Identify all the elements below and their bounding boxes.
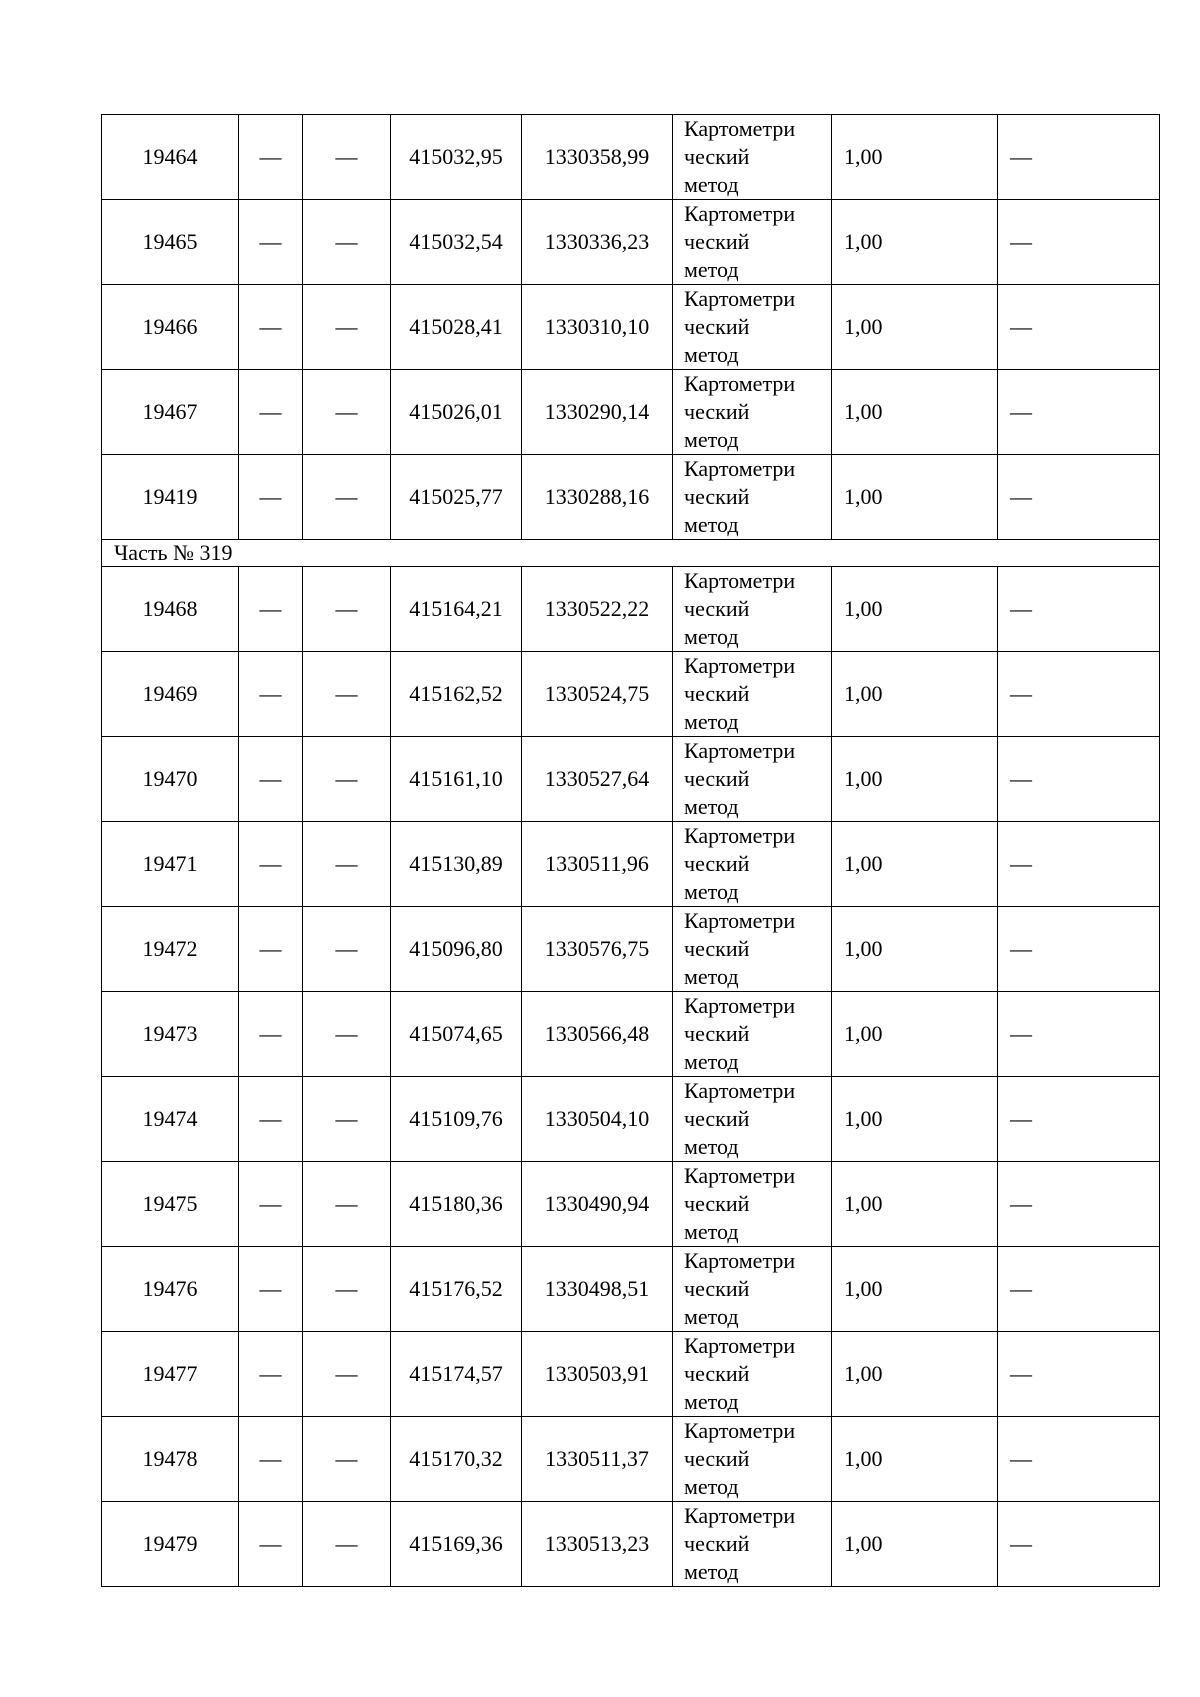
empty-dash-cell: — bbox=[303, 1417, 391, 1502]
part-header-row bbox=[102, 540, 1160, 567]
note-dash-cell: — bbox=[998, 1162, 1160, 1247]
method-text-line: ческий bbox=[684, 399, 750, 424]
method-cell bbox=[673, 567, 832, 652]
y-coordinate-cell: 1330511,96 bbox=[522, 822, 673, 907]
method-text-line: ческий bbox=[684, 229, 750, 254]
method-text-line: ческий bbox=[684, 936, 750, 961]
point-number-cell: 19419 bbox=[102, 455, 239, 540]
x-coordinate-cell: 415028,41 bbox=[391, 285, 522, 370]
x-coordinate-cell: 415162,52 bbox=[391, 652, 522, 737]
empty-dash-cell: — bbox=[303, 1247, 391, 1332]
point-number-cell: 19466 bbox=[102, 285, 239, 370]
empty-dash-cell: — bbox=[239, 992, 303, 1077]
method-cell bbox=[673, 1417, 832, 1502]
method-text-line: метод bbox=[684, 624, 739, 649]
method-text-line: метод bbox=[684, 709, 739, 734]
method-text-line: Картометри bbox=[684, 653, 796, 678]
table-row bbox=[102, 737, 1160, 822]
method-text-line: метод bbox=[684, 964, 739, 989]
empty-dash-cell: — bbox=[239, 1502, 303, 1587]
y-coordinate-cell: 1330310,10 bbox=[522, 285, 673, 370]
method-text-line: Картометри bbox=[684, 823, 796, 848]
precision-cell: 1,00 bbox=[832, 652, 998, 737]
empty-dash-cell: — bbox=[239, 1247, 303, 1332]
empty-dash-cell: — bbox=[303, 1162, 391, 1247]
y-coordinate-cell: 1330576,75 bbox=[522, 907, 673, 992]
point-number-cell: 19467 bbox=[102, 370, 239, 455]
method-cell bbox=[673, 992, 832, 1077]
table-row bbox=[102, 567, 1160, 652]
point-number-cell: 19465 bbox=[102, 200, 239, 285]
y-coordinate-cell: 1330288,16 bbox=[522, 455, 673, 540]
y-coordinate-cell: 1330513,23 bbox=[522, 1502, 673, 1587]
precision-cell: 1,00 bbox=[832, 1077, 998, 1162]
table-row bbox=[102, 200, 1160, 285]
empty-dash-cell: — bbox=[303, 1502, 391, 1587]
method-cell bbox=[673, 652, 832, 737]
table-row bbox=[102, 1332, 1160, 1417]
table-row bbox=[102, 1077, 1160, 1162]
precision-cell: 1,00 bbox=[832, 737, 998, 822]
point-number-cell: 19470 bbox=[102, 737, 239, 822]
point-number-cell: 19478 bbox=[102, 1417, 239, 1502]
precision-cell: 1,00 bbox=[832, 455, 998, 540]
method-text-line: Картометри bbox=[684, 568, 796, 593]
method-text-line: метод bbox=[684, 1474, 739, 1499]
empty-dash-cell: — bbox=[239, 1332, 303, 1417]
method-cell bbox=[673, 1332, 832, 1417]
y-coordinate-cell: 1330566,48 bbox=[522, 992, 673, 1077]
empty-dash-cell: — bbox=[239, 200, 303, 285]
precision-cell: 1,00 bbox=[832, 992, 998, 1077]
precision-cell: 1,00 bbox=[832, 1332, 998, 1417]
y-coordinate-cell: 1330503,91 bbox=[522, 1332, 673, 1417]
empty-dash-cell: — bbox=[239, 285, 303, 370]
table-row bbox=[102, 455, 1160, 540]
method-text-line: Картометри bbox=[684, 456, 796, 481]
method-text-line: метод bbox=[684, 1559, 739, 1584]
precision-cell: 1,00 bbox=[832, 567, 998, 652]
method-cell bbox=[673, 285, 832, 370]
method-text-line: Картометри bbox=[684, 1418, 796, 1443]
table-row bbox=[102, 1417, 1160, 1502]
method-cell bbox=[673, 455, 832, 540]
x-coordinate-cell: 415170,32 bbox=[391, 1417, 522, 1502]
empty-dash-cell: — bbox=[303, 737, 391, 822]
method-text-line: метод bbox=[684, 879, 739, 904]
empty-dash-cell: — bbox=[239, 1417, 303, 1502]
empty-dash-cell: — bbox=[303, 1077, 391, 1162]
table-row bbox=[102, 907, 1160, 992]
method-text-line: метод bbox=[684, 257, 739, 282]
note-dash-cell: — bbox=[998, 115, 1160, 200]
method-text-line: метод bbox=[684, 427, 739, 452]
empty-dash-cell: — bbox=[303, 992, 391, 1077]
method-cell bbox=[673, 907, 832, 992]
note-dash-cell: — bbox=[998, 737, 1160, 822]
note-dash-cell: — bbox=[998, 822, 1160, 907]
point-number-cell: 19464 bbox=[102, 115, 239, 200]
empty-dash-cell: — bbox=[303, 1332, 391, 1417]
table-row bbox=[102, 1162, 1160, 1247]
method-text-line: ческий bbox=[684, 484, 750, 509]
point-number-cell: 19479 bbox=[102, 1502, 239, 1587]
empty-dash-cell: — bbox=[303, 455, 391, 540]
method-text-line: Картометри bbox=[684, 1248, 796, 1273]
note-dash-cell: — bbox=[998, 992, 1160, 1077]
empty-dash-cell: — bbox=[239, 1162, 303, 1247]
empty-dash-cell: — bbox=[239, 822, 303, 907]
empty-dash-cell: — bbox=[303, 370, 391, 455]
x-coordinate-cell: 415130,89 bbox=[391, 822, 522, 907]
method-cell bbox=[673, 737, 832, 822]
method-text-line: Картометри bbox=[684, 993, 796, 1018]
method-text-line: метод bbox=[684, 342, 739, 367]
precision-cell: 1,00 bbox=[832, 1247, 998, 1332]
method-text-line: метод bbox=[684, 1389, 739, 1414]
table-row bbox=[102, 1247, 1160, 1332]
y-coordinate-cell: 1330504,10 bbox=[522, 1077, 673, 1162]
method-text-line: ческий bbox=[684, 314, 750, 339]
x-coordinate-cell: 415032,95 bbox=[391, 115, 522, 200]
note-dash-cell: — bbox=[998, 907, 1160, 992]
method-cell bbox=[673, 115, 832, 200]
method-text-line: ческий bbox=[684, 766, 750, 791]
method-text-line: метод bbox=[684, 172, 739, 197]
x-coordinate-cell: 415164,21 bbox=[391, 567, 522, 652]
note-dash-cell: — bbox=[998, 1502, 1160, 1587]
method-text-line: ческий bbox=[684, 1531, 750, 1556]
method-text-line: Картометри bbox=[684, 371, 796, 396]
method-text-line: Картометри bbox=[684, 738, 796, 763]
empty-dash-cell: — bbox=[239, 567, 303, 652]
part-label: Часть № 319 bbox=[102, 540, 1160, 567]
empty-dash-cell: — bbox=[303, 652, 391, 737]
y-coordinate-cell: 1330522,22 bbox=[522, 567, 673, 652]
method-cell bbox=[673, 200, 832, 285]
empty-dash-cell: — bbox=[303, 907, 391, 992]
method-text-line: метод bbox=[684, 794, 739, 819]
x-coordinate-cell: 415074,65 bbox=[391, 992, 522, 1077]
note-dash-cell: — bbox=[998, 370, 1160, 455]
point-number-cell: 19474 bbox=[102, 1077, 239, 1162]
precision-cell: 1,00 bbox=[832, 1162, 998, 1247]
method-cell bbox=[673, 1502, 832, 1587]
y-coordinate-cell: 1330358,99 bbox=[522, 115, 673, 200]
point-number-cell: 19469 bbox=[102, 652, 239, 737]
method-text-line: ческий bbox=[684, 681, 750, 706]
note-dash-cell: — bbox=[998, 200, 1160, 285]
x-coordinate-cell: 415174,57 bbox=[391, 1332, 522, 1417]
empty-dash-cell: — bbox=[239, 370, 303, 455]
x-coordinate-cell: 415180,36 bbox=[391, 1162, 522, 1247]
precision-cell: 1,00 bbox=[832, 285, 998, 370]
method-cell bbox=[673, 822, 832, 907]
table-row bbox=[102, 285, 1160, 370]
table-row bbox=[102, 652, 1160, 737]
empty-dash-cell: — bbox=[239, 737, 303, 822]
method-text-line: ческий bbox=[684, 1276, 750, 1301]
method-text-line: метод bbox=[684, 1304, 739, 1329]
empty-dash-cell: — bbox=[303, 285, 391, 370]
precision-cell: 1,00 bbox=[832, 907, 998, 992]
method-text-line: Картометри bbox=[684, 908, 796, 933]
method-cell bbox=[673, 1077, 832, 1162]
method-text-line: ческий bbox=[684, 851, 750, 876]
method-cell bbox=[673, 370, 832, 455]
empty-dash-cell: — bbox=[239, 115, 303, 200]
table-row bbox=[102, 370, 1160, 455]
y-coordinate-cell: 1330527,64 bbox=[522, 737, 673, 822]
note-dash-cell: — bbox=[998, 1417, 1160, 1502]
x-coordinate-cell: 415109,76 bbox=[391, 1077, 522, 1162]
table-row bbox=[102, 115, 1160, 200]
note-dash-cell: — bbox=[998, 455, 1160, 540]
method-text-line: Картометри bbox=[684, 201, 796, 226]
x-coordinate-cell: 415096,80 bbox=[391, 907, 522, 992]
note-dash-cell: — bbox=[998, 285, 1160, 370]
method-text-line: метод bbox=[684, 1049, 739, 1074]
method-text-line: Картометри bbox=[684, 1503, 796, 1528]
y-coordinate-cell: 1330498,51 bbox=[522, 1247, 673, 1332]
y-coordinate-cell: 1330490,94 bbox=[522, 1162, 673, 1247]
table-row bbox=[102, 992, 1160, 1077]
point-number-cell: 19471 bbox=[102, 822, 239, 907]
note-dash-cell: — bbox=[998, 567, 1160, 652]
coordinates-table bbox=[101, 114, 1160, 1587]
method-text-line: Картометри bbox=[684, 1078, 796, 1103]
y-coordinate-cell: 1330290,14 bbox=[522, 370, 673, 455]
method-text-line: ческий bbox=[684, 1361, 750, 1386]
precision-cell: 1,00 bbox=[832, 115, 998, 200]
empty-dash-cell: — bbox=[239, 1077, 303, 1162]
point-number-cell: 19477 bbox=[102, 1332, 239, 1417]
method-text-line: Картометри bbox=[684, 1333, 796, 1358]
y-coordinate-cell: 1330524,75 bbox=[522, 652, 673, 737]
method-cell bbox=[673, 1247, 832, 1332]
x-coordinate-cell: 415025,77 bbox=[391, 455, 522, 540]
x-coordinate-cell: 415169,36 bbox=[391, 1502, 522, 1587]
point-number-cell: 19468 bbox=[102, 567, 239, 652]
precision-cell: 1,00 bbox=[832, 1417, 998, 1502]
method-text-line: ческий bbox=[684, 1446, 750, 1471]
table-row bbox=[102, 822, 1160, 907]
note-dash-cell: — bbox=[998, 1332, 1160, 1417]
method-text-line: ческий bbox=[684, 1191, 750, 1216]
x-coordinate-cell: 415176,52 bbox=[391, 1247, 522, 1332]
method-text-line: метод bbox=[684, 1219, 739, 1244]
empty-dash-cell: — bbox=[239, 455, 303, 540]
method-text-line: ческий bbox=[684, 1021, 750, 1046]
empty-dash-cell: — bbox=[303, 822, 391, 907]
point-number-cell: 19475 bbox=[102, 1162, 239, 1247]
method-text-line: Картометри bbox=[684, 1163, 796, 1188]
x-coordinate-cell: 415032,54 bbox=[391, 200, 522, 285]
empty-dash-cell: — bbox=[239, 652, 303, 737]
empty-dash-cell: — bbox=[239, 907, 303, 992]
method-text-line: ческий bbox=[684, 596, 750, 621]
empty-dash-cell: — bbox=[303, 567, 391, 652]
point-number-cell: 19476 bbox=[102, 1247, 239, 1332]
method-text-line: Картометри bbox=[684, 116, 796, 141]
method-text-line: метод bbox=[684, 512, 739, 537]
point-number-cell: 19472 bbox=[102, 907, 239, 992]
precision-cell: 1,00 bbox=[832, 370, 998, 455]
point-number-cell: 19473 bbox=[102, 992, 239, 1077]
method-text-line: метод bbox=[684, 1134, 739, 1159]
method-text-line: ческий bbox=[684, 1106, 750, 1131]
empty-dash-cell: — bbox=[303, 115, 391, 200]
empty-dash-cell: — bbox=[303, 200, 391, 285]
method-text-line: ческий bbox=[684, 144, 750, 169]
y-coordinate-cell: 1330511,37 bbox=[522, 1417, 673, 1502]
method-cell bbox=[673, 1162, 832, 1247]
note-dash-cell: — bbox=[998, 1247, 1160, 1332]
x-coordinate-cell: 415161,10 bbox=[391, 737, 522, 822]
y-coordinate-cell: 1330336,23 bbox=[522, 200, 673, 285]
precision-cell: 1,00 bbox=[832, 1502, 998, 1587]
x-coordinate-cell: 415026,01 bbox=[391, 370, 522, 455]
precision-cell: 1,00 bbox=[832, 200, 998, 285]
table-body bbox=[102, 115, 1160, 1587]
note-dash-cell: — bbox=[998, 652, 1160, 737]
note-dash-cell: — bbox=[998, 1077, 1160, 1162]
precision-cell: 1,00 bbox=[832, 822, 998, 907]
table-row bbox=[102, 1502, 1160, 1587]
method-text-line: Картометри bbox=[684, 286, 796, 311]
